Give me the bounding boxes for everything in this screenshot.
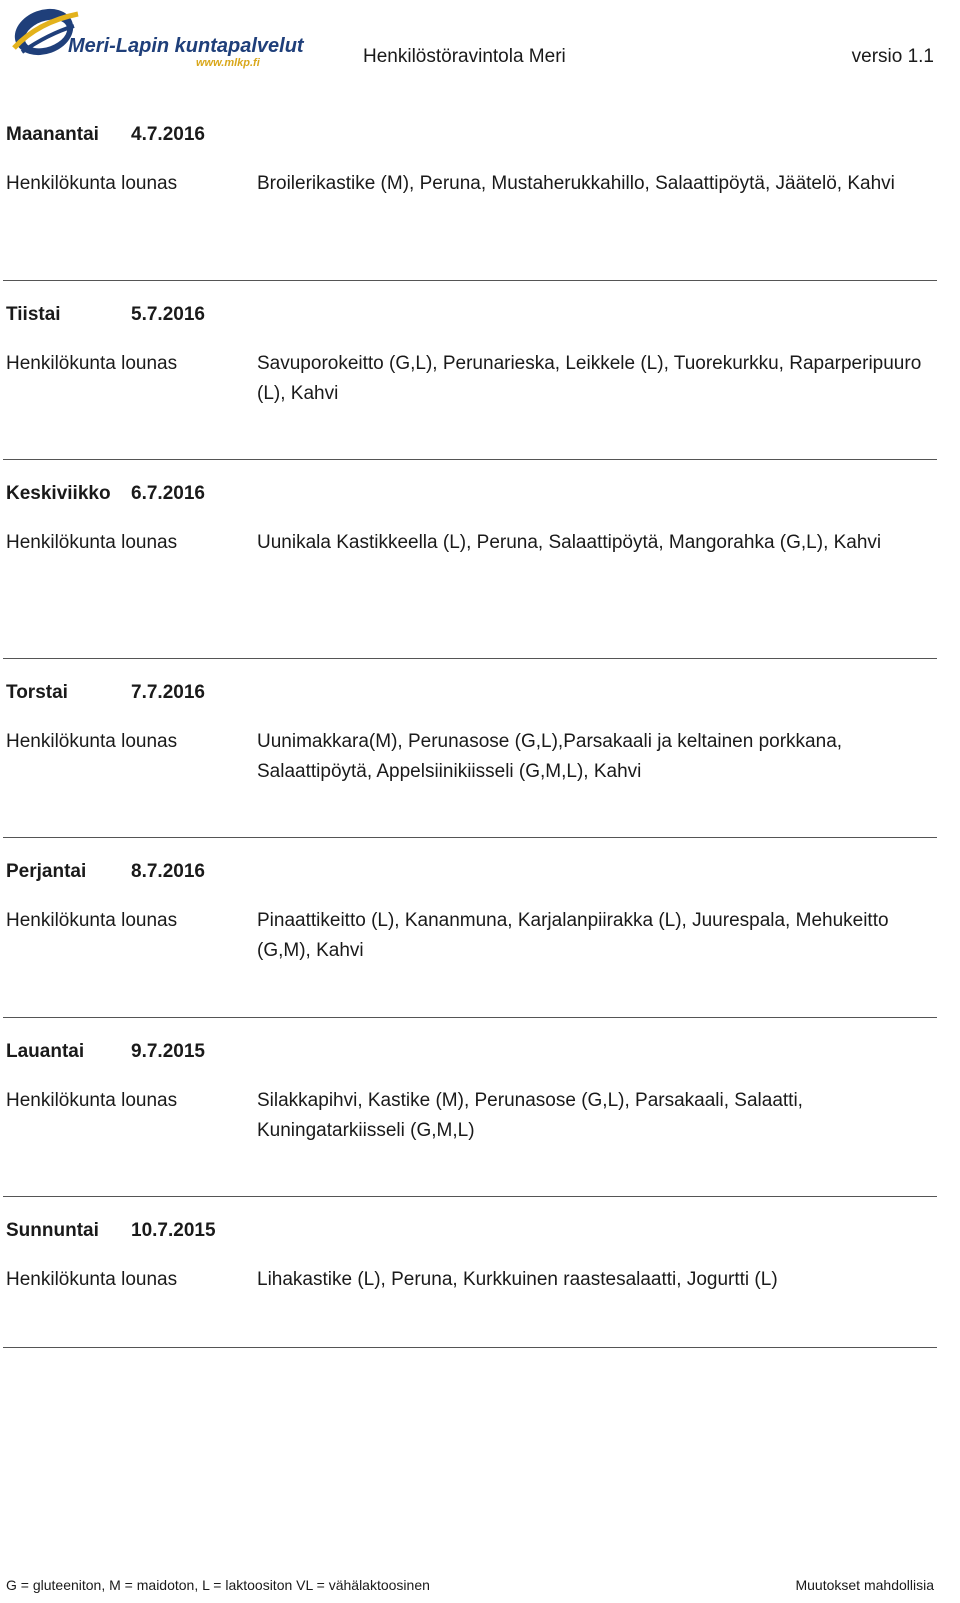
day-name: Lauantai bbox=[6, 1041, 85, 1062]
meal-type: Henkilökunta lounas bbox=[6, 731, 178, 752]
day-date: 7.7.2016 bbox=[131, 682, 205, 703]
meal-menu: Broilerikastike (M), Peruna, Mustaherukkahillo, Salaattipöytä, Jäätelö, Kahvi bbox=[257, 173, 895, 194]
meal-type: Henkilökunta lounas bbox=[6, 173, 178, 194]
meal-menu: Silakkapihvi, Kastike (M), Perunasose (G,L), Parsakaali, Salaatti, Kuningatarkiisseli (G,M,L) bbox=[257, 1090, 803, 1141]
day-date: 9.7.2015 bbox=[131, 1041, 205, 1062]
divider bbox=[3, 459, 937, 460]
company-logo bbox=[8, 4, 304, 69]
day-date: 5.7.2016 bbox=[131, 304, 205, 325]
logo-url: www.mlkp.fi bbox=[196, 57, 260, 69]
logo-name: Meri-Lapin kuntapalvelut bbox=[68, 35, 304, 57]
day-name: Sunnuntai bbox=[6, 1220, 99, 1241]
divider bbox=[3, 658, 937, 659]
page-header bbox=[0, 0, 960, 90]
restaurant-name: Henkilöstöravintola Meri bbox=[363, 46, 566, 67]
divider bbox=[3, 1347, 937, 1348]
meal-type: Henkilökunta lounas bbox=[6, 1269, 178, 1290]
day-date: 10.7.2015 bbox=[131, 1220, 216, 1241]
day-name: Tiistai bbox=[6, 304, 61, 325]
version-label: versio 1.1 bbox=[851, 46, 934, 67]
divider bbox=[3, 1196, 937, 1197]
meal-type: Henkilökunta lounas bbox=[6, 910, 178, 931]
divider bbox=[3, 1017, 937, 1018]
meal-type: Henkilökunta lounas bbox=[6, 353, 178, 374]
day-date: 6.7.2016 bbox=[131, 483, 205, 504]
divider bbox=[3, 280, 937, 281]
meal-menu: Uunimakkara(M), Perunasose (G,L),Parsakaali ja keltainen porkkana, Salaattipöytä, Appelsiinikiisseli (G,M,L), Kahvi bbox=[257, 731, 843, 782]
meal-menu: Pinaattikeitto (L), Kananmuna, Karjalanpiirakka (L), Juurespala, Mehukeitto (G,M), Kahvi bbox=[257, 910, 889, 961]
meal-menu: Uunikala Kastikkeella (L), Peruna, Salaattipöytä, Mangorahka (G,L), Kahvi bbox=[257, 532, 882, 553]
divider bbox=[3, 837, 937, 838]
meal-menu: Lihakastike (L), Peruna, Kurkkuinen raastesalaatti, Jogurtti (L) bbox=[257, 1269, 778, 1290]
day-name: Keskiviikko bbox=[6, 483, 111, 504]
day-date: 8.7.2016 bbox=[131, 861, 205, 882]
meal-type: Henkilökunta lounas bbox=[6, 1090, 178, 1111]
day-name: Maanantai bbox=[6, 124, 99, 145]
day-name: Perjantai bbox=[6, 861, 87, 882]
meal-type: Henkilökunta lounas bbox=[6, 532, 178, 553]
day-date: 4.7.2016 bbox=[131, 124, 205, 145]
changes-note: Muutokset mahdollisia bbox=[795, 1577, 934, 1593]
meal-menu: Savuporokeitto (G,L), Perunarieska, Leikkele (L), Tuorekurkku, Raparperipuuro (L), Kahvi bbox=[257, 353, 922, 404]
day-name: Torstai bbox=[6, 682, 68, 703]
allergen-legend: G = gluteeniton, M = maidoton, L = laktoositon VL = vähälaktoosinen bbox=[6, 1577, 430, 1593]
